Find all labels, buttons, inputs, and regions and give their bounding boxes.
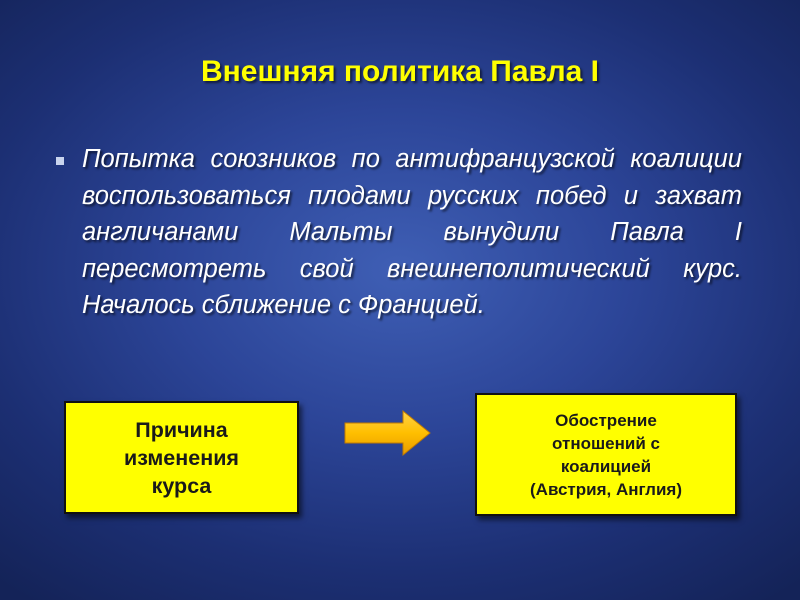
slide-title: Внешняя политика Павла I <box>200 55 599 88</box>
cause-box <box>64 401 299 514</box>
bullet-text: Попытка союзников по антифранцузской коалиции воспользоваться плодами русских побед и захват англичанами Мальты вынудили Павла I пересмотреть свой внешнеполитический курс. Началось сближение с Францией. <box>82 145 742 319</box>
result-text: Обострение отношений с коалицией (Австрия, Англия) <box>530 410 682 499</box>
right-arrow-icon <box>343 408 433 458</box>
cause-text: Причина изменения курса <box>124 417 239 498</box>
bullet-square-icon <box>56 157 64 165</box>
result-box <box>475 393 737 516</box>
